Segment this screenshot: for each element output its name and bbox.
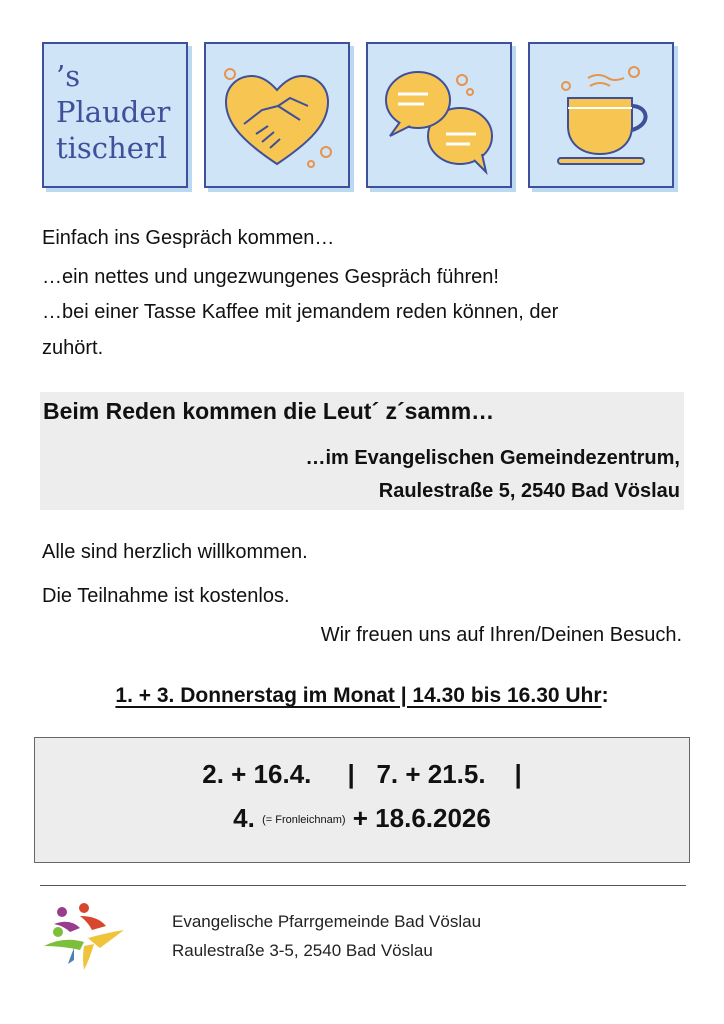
welcome-line-3: Wir freuen uns auf Ihren/Deinen Besuch.	[320, 624, 682, 646]
intro-line-1: Einfach ins Gespräch kommen…	[42, 227, 335, 249]
band-address: Raulestraße 5, 2540 Bad Vöslau	[378, 480, 680, 502]
intro-line-2: …ein nettes und ungezwungenes Gespräch führen!	[42, 266, 499, 288]
band-title: Beim Reden kommen die Leut´ z´samm…	[43, 398, 495, 424]
parish-logo-icon	[40, 902, 130, 972]
welcome-line-2: Die Teilnahme ist kostenlos.	[42, 585, 290, 607]
intro-line-4: zuhört.	[42, 337, 104, 359]
welcome-line-1: Alle sind herzlich willkommen.	[42, 541, 308, 563]
handshake-tile	[204, 42, 350, 188]
handshake-heart-icon	[204, 42, 350, 188]
coffee-cup-icon	[528, 42, 674, 188]
intro-line-3: …bei einer Tasse Kaffee mit jemandem reden können, der	[42, 301, 559, 323]
dates-line-2: 4. (= Fronleichnam) + 18.6.2026	[233, 803, 491, 833]
footer-divider	[40, 885, 686, 886]
coffee-tile	[528, 42, 674, 188]
dates-box	[34, 737, 690, 863]
speech-tile	[366, 42, 512, 188]
plaudertischerl-logo: ’s Plauder tischerl	[56, 59, 171, 165]
logo-tile	[42, 42, 188, 188]
header-tiles	[42, 42, 682, 192]
band-location: …im Evangelischen Gemeindezentrum,	[305, 447, 680, 469]
dates-line-1: 2. + 16.4. | 7. + 21.5. |	[202, 759, 522, 789]
schedule-heading: 1. + 3. Donnerstag im Monat | 14.30 bis 16.30 Uhr:	[115, 684, 609, 707]
fronleichnam-note: (= Fronleichnam)	[262, 814, 346, 827]
speech-bubbles-icon	[366, 42, 512, 188]
location-band	[40, 392, 684, 510]
footer-address: Raulestraße 3-5, 2540 Bad Vöslau	[172, 941, 433, 960]
footer-parish-name: Evangelische Pfarrgemeinde Bad Vöslau	[172, 912, 482, 931]
